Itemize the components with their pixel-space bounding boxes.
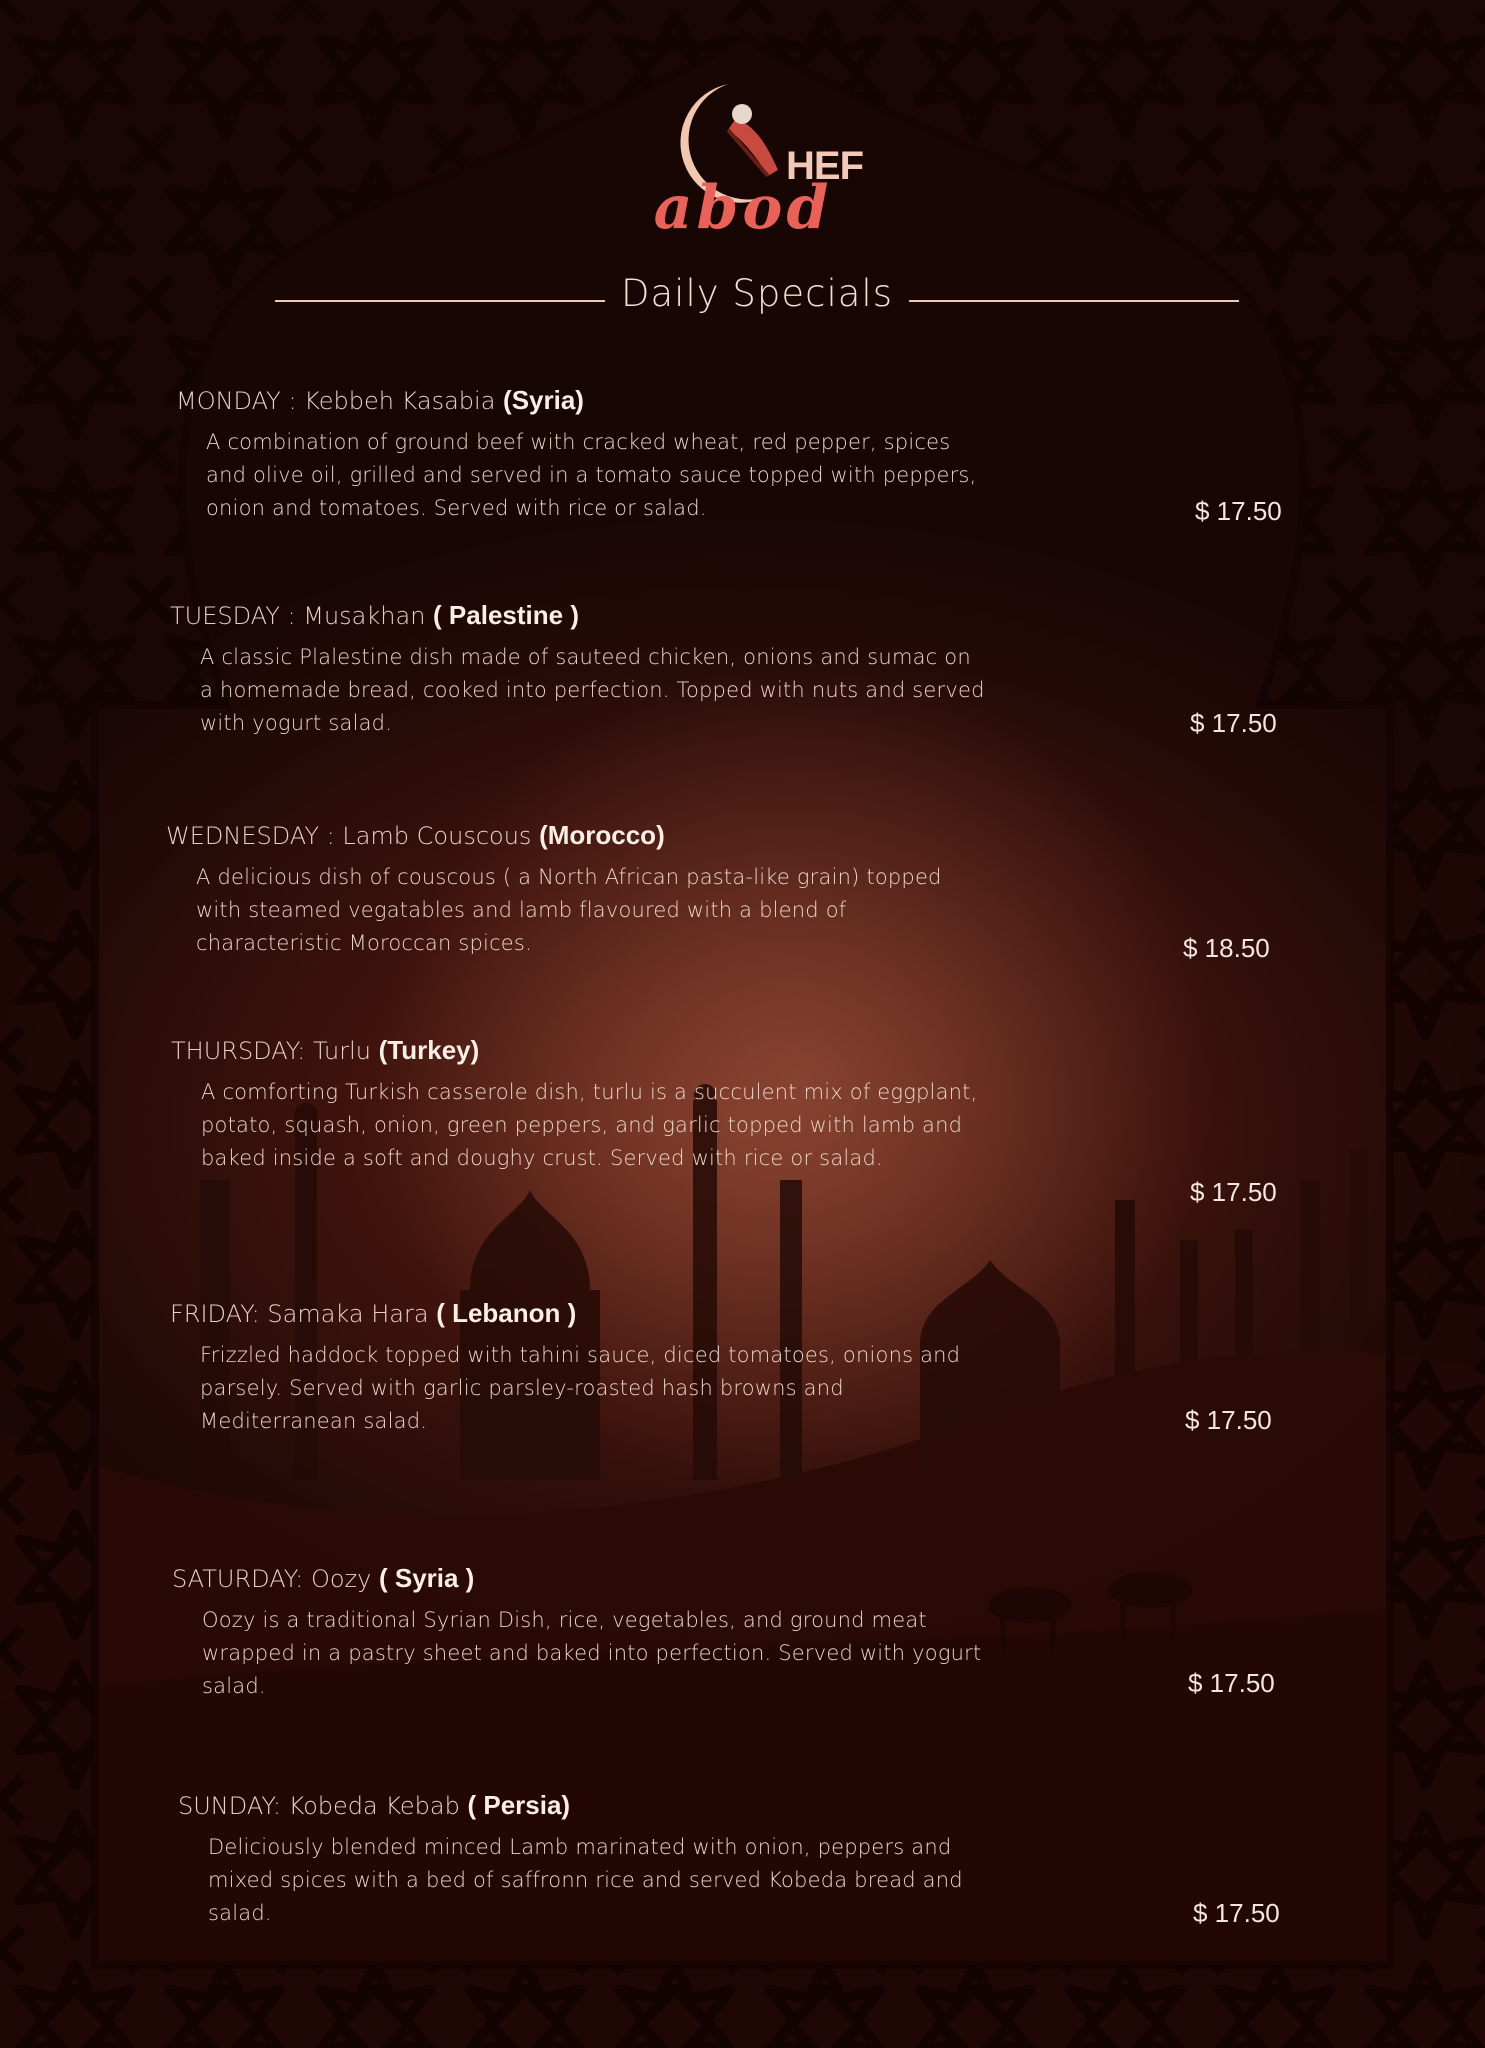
dish-heading: SUNDAY: Kobeda Kebab ( Persia): [178, 1790, 571, 1820]
dish-name: Musakhan: [303, 602, 426, 630]
price-sunday: $ 17.50: [1193, 1898, 1280, 1928]
special-tuesday: [170, 600, 1290, 740]
price-tuesday: $ 17.50: [1190, 708, 1277, 738]
dish-origin: ( Lebanon ): [436, 1298, 577, 1328]
special-monday: [176, 385, 1296, 525]
price-thursday: $ 17.50: [1190, 1177, 1277, 1207]
dish-description: A comforting Turkish casserole dish, turlu is a succulent mix of eggplant, potato, squash, onion, green peppers, and garlic topped with lamb and baked inside a soft and doughy crust. Served with rice or salad.: [201, 1080, 978, 1170]
price-monday: $ 17.50: [1195, 496, 1282, 526]
dish-description: Oozy is a traditional Syrian Dish, rice, vegetables, and ground meat wrapped in a pastry sheet and baked into perfection. Served with yogurt salad.: [202, 1608, 982, 1698]
special-thursday: [171, 1035, 1291, 1175]
dish-origin: ( Palestine ): [433, 600, 579, 630]
title-divider-left: [275, 300, 605, 302]
dish-heading: FRIDAY: Samaka Hara ( Lebanon ): [170, 1298, 577, 1328]
dish-day: THURSDAY: [171, 1037, 298, 1065]
dish-heading: MONDAY : Kebbeh Kasabia (Syria): [176, 385, 584, 415]
dish-origin: ( Syria ): [378, 1563, 475, 1593]
dish-heading: WEDNESDAY : Lamb Couscous (Morocco): [166, 820, 665, 850]
price-saturday: $ 17.50: [1188, 1668, 1275, 1698]
dish-origin: (Turkey): [378, 1035, 480, 1065]
price-friday: $ 17.50: [1185, 1405, 1272, 1435]
price-wednesday: $ 18.50: [1183, 933, 1270, 963]
dish-description: A combination of ground beef with cracked wheat, red pepper, spices and olive oil, grilled and served in a tomato sauce topped with peppers, onion and tomatoes. Served with rice or salad.: [206, 430, 977, 520]
dish-day: MONDAY: [176, 387, 281, 415]
dish-day: WEDNESDAY: [166, 822, 319, 850]
dish-name: Samaka Hara: [267, 1300, 429, 1328]
dish-origin: (Syria): [503, 385, 584, 415]
dish-name: Turlu: [313, 1037, 371, 1065]
special-saturday: [172, 1563, 1292, 1703]
special-friday: [170, 1298, 1290, 1438]
dish-day: SATURDAY: [172, 1565, 296, 1593]
page-title: Daily Specials: [621, 272, 893, 315]
logo-hef-text: HEF: [786, 144, 863, 188]
dish-day: SUNDAY: [178, 1792, 273, 1820]
dish-day: FRIDAY: [170, 1300, 252, 1328]
dish-heading: THURSDAY: Turlu (Turkey): [171, 1035, 480, 1065]
dish-heading: TUESDAY : Musakhan ( Palestine ): [170, 600, 579, 630]
dish-description: Frizzled haddock topped with tahini sauce, diced tomatoes, onions and parsely. Served with garlic parsley-roasted hash browns and Mediterranean salad.: [200, 1343, 961, 1433]
dish-description: A classic Plalestine dish made of sauteed chicken, onions and sumac on a homemade bread, cooked into perfection. Topped with nuts and served with yogurt salad.: [200, 645, 985, 735]
dish-name: Kebbeh Kasabia: [304, 387, 496, 415]
special-sunday: [178, 1790, 1298, 1930]
dish-origin: ( Persia): [467, 1790, 571, 1820]
logo-abod-text: abod: [653, 173, 833, 243]
dish-day: TUESDAY: [170, 602, 280, 630]
title-divider-right: [909, 300, 1239, 302]
chef-abod-logo: [618, 78, 868, 248]
title-row: [275, 272, 1239, 322]
dish-description: Deliciously blended minced Lamb marinated with onion, peppers and mixed spices with a bed of saffronn rice and served Kobeda bread and salad.: [208, 1835, 963, 1925]
dish-heading: SATURDAY: Oozy ( Syria ): [172, 1563, 475, 1593]
dish-name: Kobeda Kebab: [288, 1792, 460, 1820]
dish-name: Oozy: [310, 1565, 372, 1593]
dish-origin: (Morocco): [539, 820, 665, 850]
dish-name: Lamb Couscous: [342, 822, 532, 850]
dish-description: A delicious dish of couscous ( a North African pasta-like grain) topped with steamed vegatables and lamb flavoured with a blend of characteristic Moroccan spices.: [196, 865, 942, 955]
special-wednesday: [166, 820, 1286, 960]
